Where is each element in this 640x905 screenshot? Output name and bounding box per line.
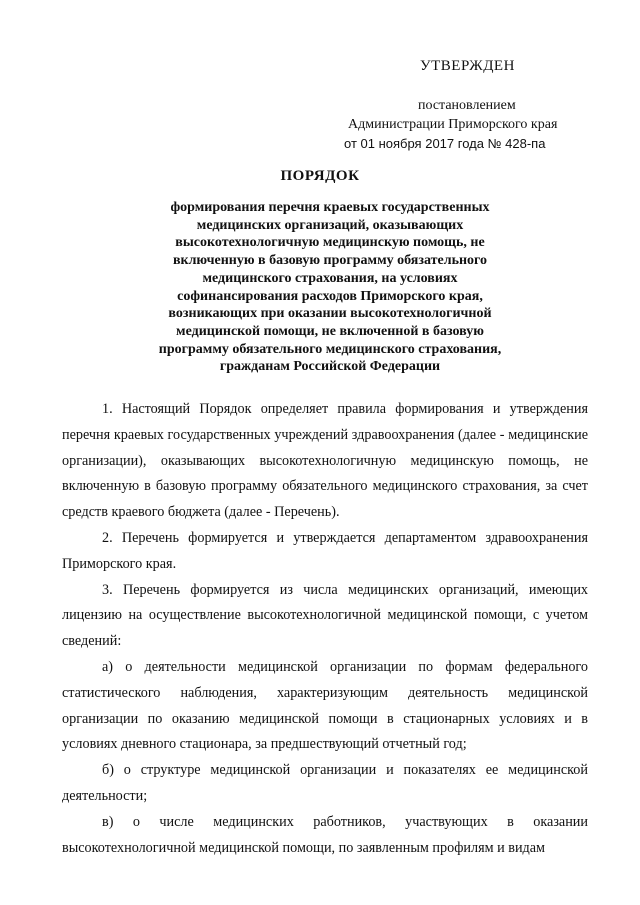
document-title: ПОРЯДОК bbox=[280, 168, 360, 184]
document-body bbox=[62, 397, 588, 861]
decree-reference bbox=[344, 96, 557, 153]
subtitle-line: медицинской помощи, не включенной в базовую bbox=[176, 323, 484, 339]
paragraph-3c: в) о числе медицинских работников, участвующих в оказании высокотехнологичной медицинской помощи, по заявленным профилям и видам bbox=[62, 813, 588, 856]
subtitle-line: формирования перечня краевых государственных bbox=[170, 200, 490, 215]
subtitle-line: медицинского страхования, на условиях bbox=[202, 270, 458, 286]
subtitle-line: софинансирования расходов Приморского края, bbox=[177, 288, 483, 304]
paragraph-2: 2. Перечень формируется и утверждается департаментом здравоохранения Приморского края. bbox=[62, 529, 588, 572]
decree-line-2: Администрации Приморского края bbox=[348, 117, 558, 132]
subtitle-line: гражданам Российской Федерации bbox=[219, 359, 441, 375]
subtitle-line: программу обязательного медицинского страхования, bbox=[158, 341, 502, 357]
paragraph-3a: а) о деятельности медицинской организации по формам федерального статистического наблюдения, характеризующим деятельность медицинской организации по оказанию медицинской помощи в стационарных условиях и в условиях дневного стационара, за предшествующий отчетный год; bbox=[62, 658, 588, 753]
decree-line-1: постановлением bbox=[418, 98, 516, 113]
subtitle-line: медицинских организаций, оказывающих bbox=[196, 217, 464, 233]
subtitle-line: включенную в базовую программу обязательного bbox=[172, 253, 488, 269]
subtitle-line: высокотехнологичную медицинскую помощь, не bbox=[175, 235, 485, 251]
subtitle-line: возникающих при оказании высокотехнологичной bbox=[168, 306, 492, 322]
paragraph-3b: б) о структуре медицинской организации и показателях ее медицинской деятельности; bbox=[62, 762, 588, 804]
document-subtitle bbox=[120, 199, 540, 376]
paragraph-1: 1. Настоящий Порядок определяет правила формирования и утверждения перечня краевых государственных учреждений здравоохранения (далее - медицинские организации), оказывающих высокотехнологичную медицинскую помощь, не включенную в базовую программу обязательного медицинского страхования, за счет средств краевого бюджета (далее - Перечень). bbox=[62, 401, 588, 521]
decree-line-3: от 01 ноября 2017 года № 428-па bbox=[344, 136, 546, 151]
paragraph-3: 3. Перечень формируется из числа медицинских организаций, имеющих лицензию на осуществление высокотехнологичной медицинской помощи, с учетом сведений: bbox=[62, 581, 588, 650]
approval-stamp: УТВЕРЖДЕН bbox=[420, 58, 515, 74]
